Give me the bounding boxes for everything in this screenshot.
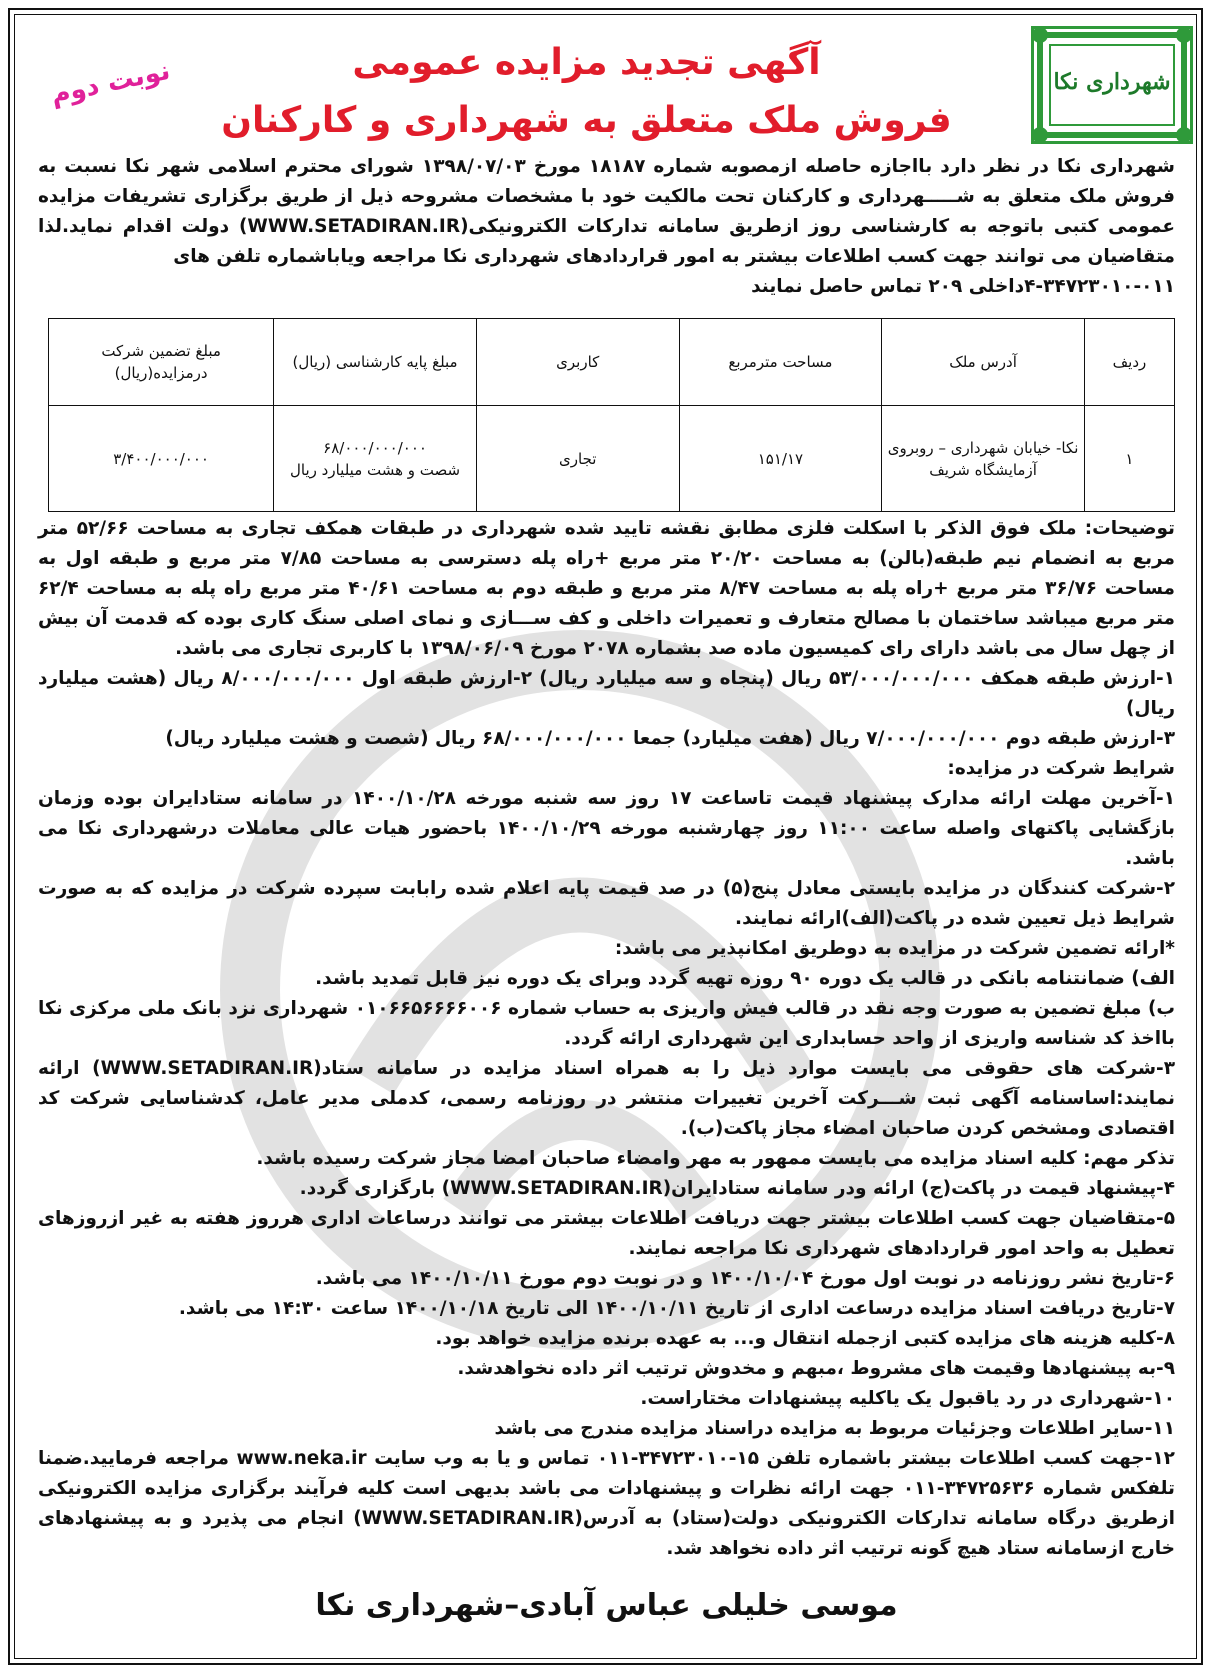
page-title: آگهی تجدید مزایده عمومی bbox=[352, 42, 821, 83]
floor-values-2: ۳-ارزش طبقه دوم ۷/۰۰۰/۰۰۰/۰۰۰ ریال (هفت میلیارد) جمعا ۶۸/۰۰۰/۰۰۰/۰۰۰ ریال (شصت و هشت میلیارد ریال) bbox=[165, 728, 1175, 749]
base-price-number: ۶۸/۰۰۰/۰۰۰/۰۰۰ bbox=[323, 438, 427, 457]
guarantee-method-a: الف) ضمانتنامه بانکی در قالب یک دوره ۹۰ روزه تهیه گردد وبرای یک دوره نیز قابل تمدید باشد. bbox=[315, 968, 1175, 989]
condition-4: ۴-پیشنهاد قیمت در پاکت(ج) ارائه ودر سامانه ستادایران(WWW.SETADIRAN.IR) بارگزاری گردد. bbox=[299, 1178, 1175, 1199]
table-header-row bbox=[49, 319, 1175, 406]
intro-paragraph: شهرداری نکا در نظر دارد بااجازه حاصله ازمصوبه شماره ۱۸۱۸۷ مورخ ۱۳۹۸/۰۷/۰۳ شورای محترم اسلامی شهر نکا نسبت به فروش ملک متعلق به شـــــهرداری و کارکنان تحت مالکیت خود با مشخصات مشروحه ذیل از طریق برگزاری تشریفات مزایده عمومی کتبی باتوجه به کارشناسی روز ازطریق سامانه تدارکات الکترونیکی(WWW.SETADIRAN.IR) دولت اقدام نماید.لذا متقاضیان می توانند جهت کسب اطلاعات بیشتر به امور قراردادهای شهرداری نکا مراجعه ویاباشماره تلفن های bbox=[38, 156, 1176, 267]
header-area: مساحت مترمربع bbox=[679, 319, 882, 406]
guarantee-methods: *ارائه تضمین شرکت در مزایده به دوطریق امکانپذیر می باشد: bbox=[614, 938, 1175, 959]
condition-12: ۱۲-جهت کسب اطلاعات بیشتر باشماره تلفن ۱۵-۳۴۷۲۳۰۱۰-۰۱۱ تماس و یا به وب سایت www.neka.ir مراجعه فرمایید.ضمنا تلفکس شماره ۳۴۷۲۵۶۳۶-۰۱۱ جهت ارائه نظرات و پیشنهادات می باشد بدیهی است کلیه فرآیند برگزاری مزایده الکترونیکی ازطریق درگاه سامانه تدارکات الکترونیکی دولت(ستاد) به آدرس(WWW.SETADIRAN.IR) انجام می پذیرد و به پیشنهادهای خارج ازسامانه ستاد هیچ گونه ترتیب اثر داده نخواهد شد. bbox=[38, 1448, 1176, 1559]
guarantee-method-b: ب) مبلغ تضمین به صورت وجه نقد در قالب فیش واریزی به حساب شماره ۰۱۰۶۶۵۶۶۶۶۰۰۶ شهرداری نزد بانک ملی مرکزی نکا بااخذ کد شناسه واریزی از واحد حسابداری این شهرداری ارائه گردد. bbox=[38, 998, 1175, 1049]
conditions-heading: شرایط شرکت در مزایده: bbox=[947, 758, 1175, 779]
condition-3: ۳-شرکت های حقوقی می بایست موارد ذیل را به همراه اسناد مزایده در سامانه ستاد(WWW.SETADIRAN.IR) ارائه نمایند:اساسنامه آگهی ثبت شـــرکت آخرین تغییرات منتشر در روزنامه رسمی، کدملی مدیر عامل، کدشناسایی شرکت کد اقتصادی ومشخص کردن صاحبان امضاء مجاز پاکت(ب). bbox=[38, 1058, 1176, 1139]
cell-area: ۱۵۱/۱۷ bbox=[679, 406, 882, 512]
condition-5: ۵-متقاضیان جهت کسب اطلاعات بیشتر جهت دریافت اطلاعات بیشتر می توانند درساعات اداری هرروز هفته به غیر ازروزهای تعطیل به واحد امور قراردادهای شهرداری نکا مراجعه نمایند. bbox=[38, 1208, 1175, 1259]
header-guarantee: مبلغ تضمین شرکت درمزایده(ریال) bbox=[49, 319, 274, 406]
header-usage: کاربری bbox=[476, 319, 679, 406]
condition-2: ۲-شرکت کنندگان در مزایده بایستی معادل پنج(۵) در صد قیمت پایه اعلام شده رابابت سپرده شرکت در مزایده که به صورت شرایط ذیل تعیین شده در پاکت(الف)ارائه نمایند. bbox=[38, 878, 1175, 929]
condition-10: ۱۰-شهرداری در رد یاقبول یک یاکلیه پیشنهادات مختاراست. bbox=[640, 1388, 1175, 1409]
intro-phone-line: ۴-۳۴۷۲۳۰۱۰-۰۱۱داخلی ۲۰۹ تماس حاصل نمایند bbox=[751, 276, 1175, 297]
table-row bbox=[49, 406, 1175, 512]
condition-6: ۶-تاریخ نشر روزنامه در نوبت اول مورخ ۱۴۰۰/۱۰/۰۴ و در نوبت دوم مورخ ۱۴۰۰/۱۰/۱۱ می باشد. bbox=[315, 1268, 1175, 1289]
cell-address: نکا- خیابان شهرداری – روبروی آزمایشگاه شریف bbox=[882, 406, 1085, 512]
municipality-logo bbox=[1031, 26, 1193, 144]
signature: موسی خلیلی عباس آبادی–شهرداری نکا bbox=[315, 1588, 898, 1623]
header bbox=[20, 20, 1193, 152]
logo-text: شهرداری نکا bbox=[1053, 69, 1171, 95]
cell-index: ۱ bbox=[1084, 406, 1174, 512]
second-round-badge: نوبت دوم bbox=[48, 55, 173, 111]
condition-9: ۹-به پیشنهادها وقیمت های مشروط ،مبهم و مخدوش ترتیب اثر داده نخواهدشد. bbox=[457, 1358, 1175, 1379]
auction-table bbox=[48, 318, 1175, 512]
condition-1: ۱-آخرین مهلت ارائه مدارک پیشنهاد قیمت تاساعت ۱۷ روز سه شنبه مورخه ۱۴۰۰/۱۰/۲۸ در سامانه ستادایران بوده وزمان بازگشایی پاکتهای واصله ساعت ۱۱:۰۰ روز چهارشنبه مورخه ۱۴۰۰/۱۰/۲۹ باحضور هیات عالی معاملات درشهرداری نکا می باشد. bbox=[38, 788, 1175, 869]
header-base-price: مبلغ پایه کارشناسی (ریال) bbox=[274, 319, 477, 406]
header-index: ردیف bbox=[1084, 319, 1174, 406]
header-address: آدرس ملک bbox=[882, 319, 1085, 406]
cell-usage: تجاری bbox=[476, 406, 679, 512]
description: توضیحات: ملک فوق الذکر با اسکلت فلزی مطابق نقشه تایید شده شهرداری در طبقات همکف تجاری به مساحت ۵۲/۶۶ متر مربع به انضمام نیم طبقه(بالن) به مساحت ۲۰/۲۰ متر مربع +راه پله دسترسی به مساحت ۷/۸۵ متر مربع و طبقه اول به مساحت ۳۶/۷۶ متر مربع +راه پله به مساحت ۸/۴۷ متر مربع و طبقه دوم به مساحت ۴۰/۶۱ متر مربع راه پله به مساحت ۶۲/۴ متر مربع میباشد ساختمان با مصالح متعارف و تعمیرات داخلی و کف ســـازی و نمای اصلی سنگ کاری بوده که قدمت آن بیش از چهل سال می باشد دارای رای کمیسیون ماده صد بشماره ۲۰۷۸ مورخ ۱۳۹۸/۰۶/۰۹ با کاربری تجاری می باشد. bbox=[38, 518, 1175, 659]
condition-11: ۱۱-سایر اطلاعات وجزئیات مربوط به مزایده دراسناد مزایده مندرج می باشد bbox=[494, 1418, 1175, 1439]
notes-section bbox=[38, 514, 1175, 1564]
cell-guarantee: ۳/۴۰۰/۰۰۰/۰۰۰ bbox=[49, 406, 274, 512]
important-note: تذکر مهم: کلیه اسناد مزایده می بایست ممهور به مهر وامضاء صاحبان امضا مجاز شرکت رسیده باشد. bbox=[256, 1148, 1175, 1169]
cell-base-price bbox=[274, 406, 477, 512]
page-subtitle: فروش ملک متعلق به شهرداری و کارکنان bbox=[221, 100, 952, 141]
condition-8: ۸-کلیه هزینه های مزایده کتبی ازجمله انتقال و... به عهده برنده مزایده خواهد بود. bbox=[435, 1328, 1175, 1349]
intro-text bbox=[38, 152, 1175, 302]
condition-7: ۷-تاریخ دریافت اسناد مزایده درساعت اداری از تاریخ ۱۴۰۰/۱۰/۱۱ الی تاریخ ۱۴۰۰/۱۰/۱۸ ساعت ۱۴:۳۰ می باشد. bbox=[178, 1298, 1175, 1319]
base-price-words: شصت و هشت میلیارد ریال bbox=[290, 460, 461, 479]
floor-values-1: ۱-ارزش طبقه همکف ۵۳/۰۰۰/۰۰۰/۰۰۰ ریال (پنجاه و سه میلیارد ریال) ۲-ارزش طبقه اول ۸/۰۰۰/۰۰۰/۰۰۰ ریال (هشت میلیارد ریال) bbox=[38, 668, 1176, 719]
